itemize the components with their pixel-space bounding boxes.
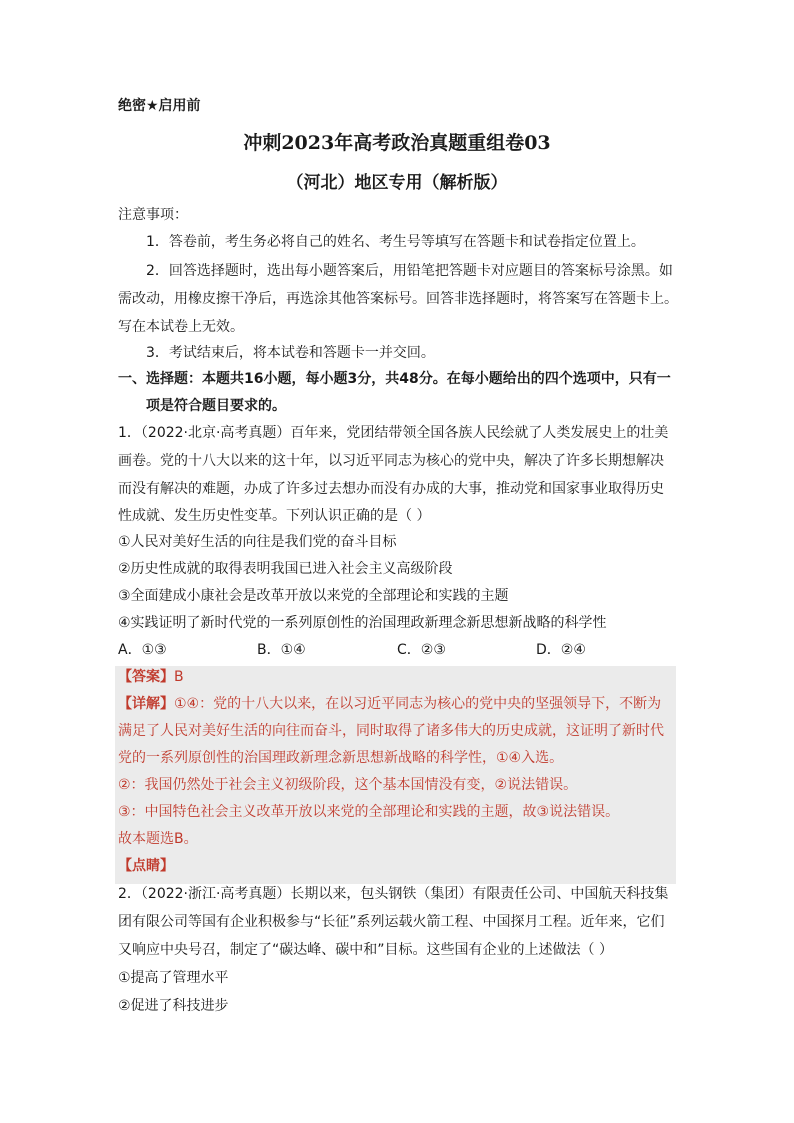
note-item: 2．回答选择题时，选出每小题答案后，用铅笔把答题卡对应题目的答案标号涂黑。如	[146, 263, 673, 279]
statement: ①提高了管理水平	[118, 970, 229, 986]
statement: ②历史性成就的取得表明我国已进入社会主义高级阶段	[118, 561, 453, 577]
question-text: 团有限公司等国有企业积极参与“长征”系列运载火箭工程、中国探月工程。近年来，它们	[118, 914, 665, 930]
option-d: D．②④	[536, 642, 586, 658]
conclusion-text: 故本题选B。	[118, 831, 198, 847]
note-item: 1．答卷前，考生务必将自己的姓名、考生号等填写在答题卡和试卷指定位置上。	[146, 234, 645, 250]
option-c: C．②③	[397, 642, 446, 658]
section-heading: 一、选择题：本题共16小题，每小题3分，共48分。在每小题给出的四个选项中，只有一	[118, 371, 671, 387]
statement: ①人民对美好生活的向往是我们党的奋斗目标	[118, 534, 397, 550]
detail-text: 党的一系列原创性的治国理政新理念新思想新战略的科学性，①④入选。	[118, 750, 564, 766]
statement: ②促进了科技进步	[118, 998, 229, 1014]
section-heading-cont: 项是符合题目要求的。	[146, 398, 286, 414]
statement: ④实践证明了新时代党的一系列原创性的治国理政新理念新思想新战略的科学性	[118, 615, 607, 631]
answer-value: B	[174, 669, 184, 685]
note-item: 3．考试结束后，将本试卷和答题卡一并交回。	[146, 345, 435, 361]
page-subtitle: （河北）地区专用（解析版）	[286, 173, 508, 193]
detail-text: ②：我国仍然处于社会主义初级阶段，这个基本国情没有变，②说法错误。	[118, 777, 578, 793]
note-item: 写在本试卷上无效。	[118, 319, 244, 335]
note-item: 需改动，用橡皮擦干净后，再选涂其他答案标号。回答非选择题时，将答案写在答题卡上。	[118, 291, 678, 307]
question-text: 1．（2022·北京·高考真题）百年来，党团结带领全国各族人民绘就了人类发展史上的壮美	[118, 425, 669, 441]
detail-text: ③：中国特色社会主义改革开放以来党的全部理论和实践的主题，故③说法错误。	[118, 804, 620, 820]
notes-heading: 注意事项：	[118, 207, 188, 223]
detail-line	[118, 695, 661, 713]
option-a: A．①③	[118, 642, 167, 658]
question-text: 而没有解决的难题，办成了许多过去想办而没有办成的大事，推动党和国家事业取得历史	[118, 481, 664, 497]
detail-text: 满足了人民对美好生活的向往而奋斗，同时取得了诸多伟大的历史成就，这证明了新时代	[118, 723, 664, 739]
detail-label: 【详解】	[118, 696, 174, 712]
option-b: B．①④	[257, 642, 306, 658]
answer-line	[118, 668, 184, 686]
detail-text: ①④：党的十八大以来，在以习近平同志为核心的党中央的坚强领导下，不断为	[174, 696, 662, 712]
statement: ③全面建成小康社会是改革开放以来党的全部理论和实践的主题	[118, 588, 509, 604]
answer-label: 【答案】	[118, 669, 174, 685]
question-text: 画卷。党的十八大以来的这十年，以习近平同志为核心的党中央，解决了许多长期想解决	[118, 453, 664, 469]
question-text: 又响应中央号召，制定了“碳达峰、碳中和”目标。这些国有企业的上述做法（ ）	[118, 942, 613, 958]
secret-label: 绝密★启用前	[118, 98, 201, 114]
tip-label: 【点睛】	[118, 858, 174, 874]
question-text: 2．（2022·浙江·高考真题）长期以来，包头钢铁（集团）有限责任公司、中国航天科技集	[118, 886, 669, 902]
question-text: 性成就、发生历史性变革。下列认识正确的是（ ）	[118, 508, 431, 524]
page-title: 冲刺2023年高考政治真题重组卷03	[243, 132, 551, 154]
